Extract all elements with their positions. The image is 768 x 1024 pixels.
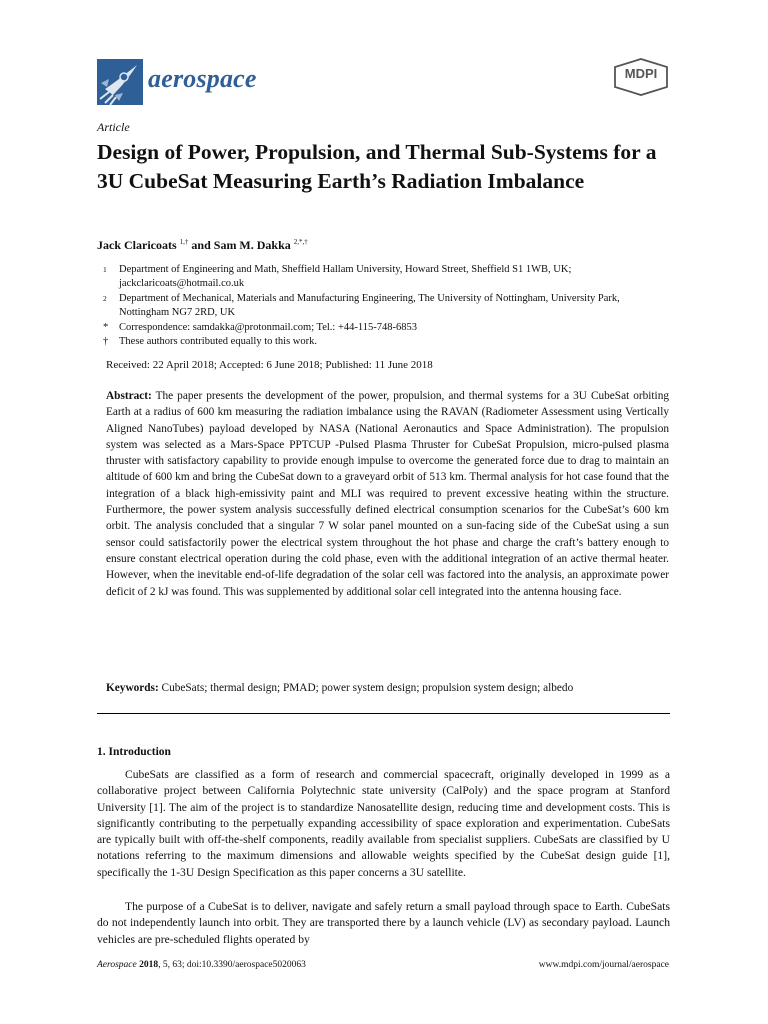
journal-name: aerospace (148, 64, 257, 93)
footer-journal: Aerospace (97, 960, 137, 970)
divider (97, 713, 670, 714)
abstract-text: The paper presents the development of the power, propulsion, and thermal systems for a 3U CubeSat orbiting Earth at a radius of 600 km measuring the radiation imbalance using the RAVAN (Radiometer Assessment using Vertically Aligned NanoTubes) payload developed by NASA (National Aeronautics and Space Administration). The propulsion system was selected as a Mars-Space PPTCUP -Pulsed Plasma Thruster for CubeSat Propulsion, micro-pulsed plasma thruster with satisfactory capability to provide enough impulse to overcome the generated force due to drag to maintain an altitude of 600 km and bring the CubeSat down to a graveyard orbit of 513 km. Thermal analysis for hot case found that the integration of a black high-emissivity paint and MLI was required to prevent excessive heating within the structure. Furthermore, the power system analysis successfully defined electrical consumption scenarios for the CubeSat’s 600 km orbit. The analysis concluded that a singular 7 W solar panel mounted on a sun-facing side of the CubeSat using a sun sensor could satisfactorily power the electrical system throughout the hot phase and charge the craft’s battery enough to ensure constant electrical operation during the cold phase, even with the additional integration of an active thermal heater. However, when the inevitable end-of-life degradation of the solar cell was factored into the analysis, an approximate power deficit of 2 kJ was found. This was supplemented by additional solar cell integrated into the antenna housing face. (106, 390, 669, 598)
affiliation-1 (103, 263, 666, 291)
correspondence-mark: * (103, 322, 109, 333)
footer-citation (97, 960, 306, 970)
keywords-text: CubeSats; thermal design; PMAD; power system design; propulsion system design; albedo (161, 682, 574, 694)
equal-contribution-text: These authors contributed equally to this work. (119, 336, 317, 347)
author-name: Sam M. Dakka (213, 238, 291, 252)
abstract-label: Abstract: (106, 390, 152, 402)
affiliation-text: Department of Engineering and Math, Sheffield Hallam University, Howard Street, Sheffield S1 1WB, UK; jackclaricoats@hotmail.co.uk (119, 264, 572, 289)
mdpi-logo-icon (612, 58, 670, 96)
footer-doi: , 5, 63; doi:10.3390/aerospace5020063 (158, 960, 306, 970)
publication-dates: Received: 22 April 2018; Accepted: 6 June 2018; Published: 11 June 2018 (106, 359, 433, 371)
body-paragraph: CubeSats are classified as a form of research and commercial spacecraft, originally developed in 1999 as a collaborative project between California Polytechnic state university (CalPoly) and the space program at Stanford University [1]. The aim of the project is to standardize Nanosatellite design, reducing time and development costs. This is significantly contributing to the perpetually expanding accessibility of space exploration and experimentation. CubeSats are typically built with off-the-shelf components, readily available from specialist suppliers. CubeSats are classified by U notations referring to the maximum dimensions and allowable weights specified by the CubeSat design guide [1], specifically the 1-3U Design Specification as this paper concerns a 3U satellite. (97, 768, 670, 879)
article-title: Design of Power, Propulsion, and Thermal Sub-Systems for a 3U CubeSat Measuring Earth’s Radiation Imbalance (97, 140, 657, 193)
abstract (106, 388, 669, 600)
rocket-logo-icon (97, 59, 143, 105)
keywords (106, 682, 669, 694)
author-mark: 2,*,† (293, 238, 308, 246)
keywords-label: Keywords: (106, 682, 159, 694)
body-paragraph: The purpose of a CubeSat is to deliver, navigate and safely return a small payload through space to Earth. CubeSats do not independently launch into orbit. They are transported there by a launch vehicle (LV) as secondary payload. Launch vehicles are pre-scheduled flights operated by (97, 900, 670, 946)
author-name: Jack Claricoats (97, 238, 177, 252)
author-mark: 1,† (179, 238, 189, 246)
correspondence-text: Correspondence: samdakka@protonmail.com; Tel.: +44-115-748-6853 (119, 322, 417, 333)
affiliation-2 (103, 292, 666, 320)
correspondence (103, 321, 666, 335)
affiliation-mark: 2 (103, 294, 107, 303)
affiliation-text: Department of Mechanical, Materials and Manufacturing Engineering, The University of Nottingham, University Park, Nottingham NG7 2RD, UK (119, 293, 620, 318)
equal-contribution-mark: † (103, 336, 109, 347)
author-list (97, 238, 308, 253)
footer-year: 2018 (139, 960, 159, 970)
section-heading: 1. Introduction (97, 746, 171, 758)
publisher-name: MDPI (624, 66, 658, 81)
article-type: Article (97, 120, 130, 134)
equal-contribution-note (103, 335, 666, 349)
affiliation-mark: 1 (103, 265, 107, 274)
footer-url[interactable]: www.mdpi.com/journal/aerospace (538, 960, 669, 970)
author-separator: and (188, 238, 214, 252)
